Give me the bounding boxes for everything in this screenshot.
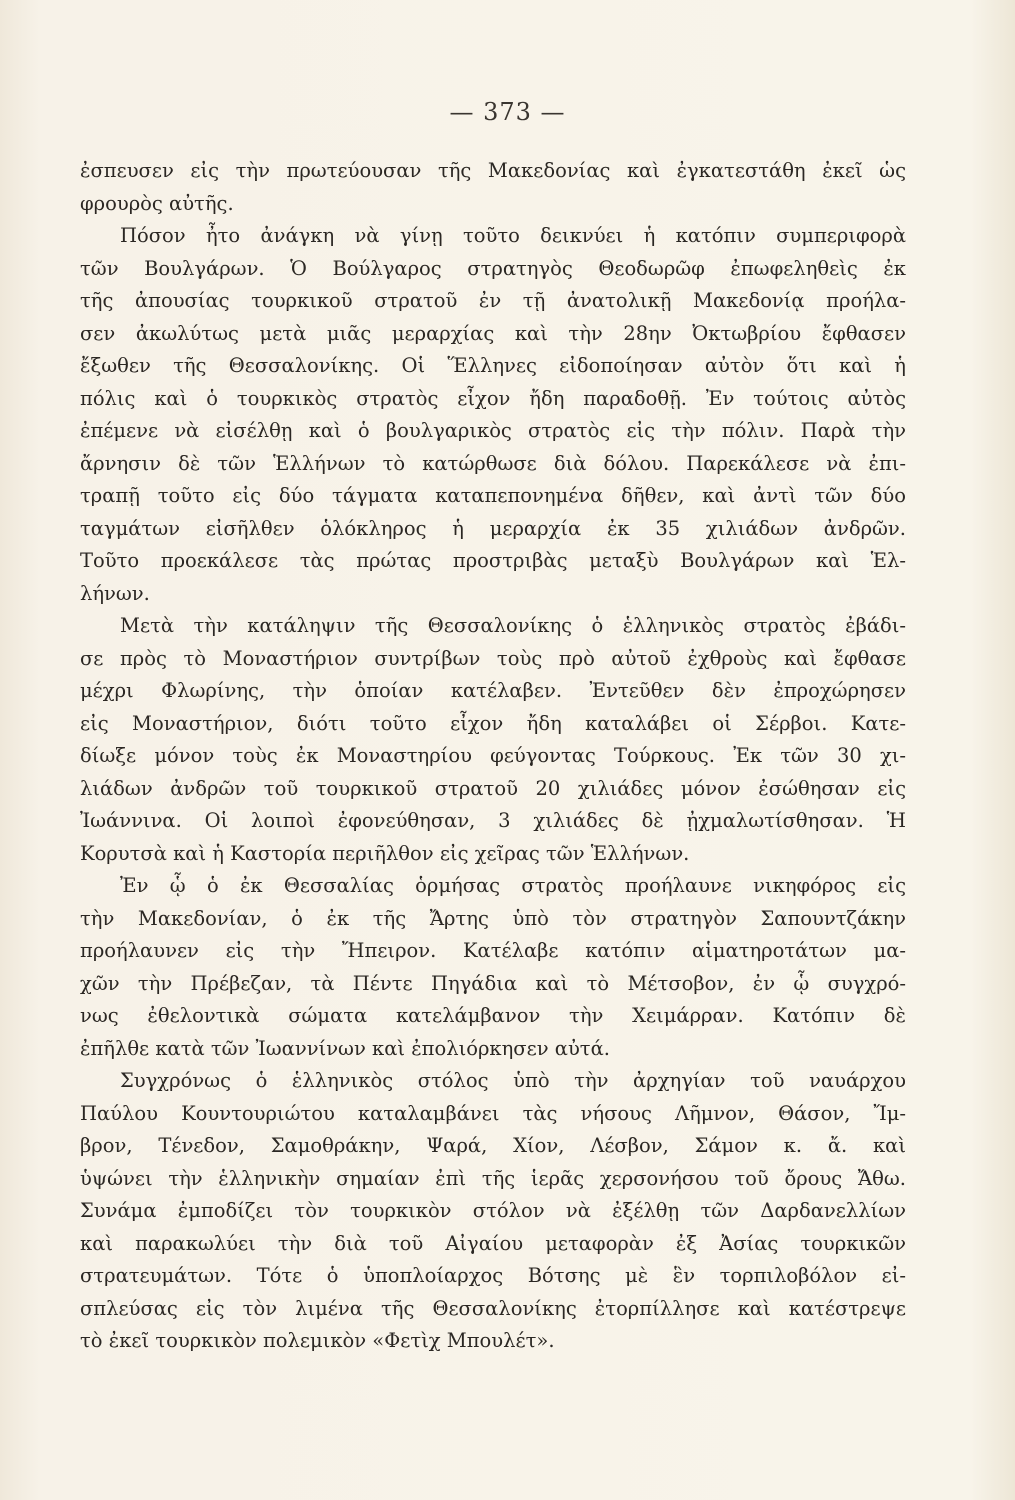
text-line: μέχρι Φλωρίνης, τὴν ὁποίαν κατέλαβεν. Ἐντεῦθεν δὲν ἐπροχώρησεν — [80, 679, 906, 702]
text-line: εἰς Μοναστήριον, διότι τοῦτο εἶχον ἤδη καταλάβει οἱ Σέρβοι. Κατε- — [80, 711, 906, 735]
text-line: Ἰωάννινα. Οἱ λοιποὶ ἐφονεύθησαν, 3 χιλιάδες δὲ ᾐχμαλωτίσθησαν. Ἡ — [80, 809, 906, 832]
text-line: τραπῇ τοῦτο εἰς δύο τάγματα καταπεπονημένα δῆθεν, καὶ ἀντὶ τῶν δύο — [80, 484, 906, 507]
text-line: σεν ἀκωλύτως μετὰ μιᾶς μεραρχίας καὶ τὴν 28ην Ὀκτωβρίου ἔφθασεν — [80, 321, 906, 345]
text-line: βρον, Τένεδον, Σαμοθράκην, Ψαρά, Χίον, Λέσβον, Σάμον κ. ἄ. καὶ — [80, 1134, 906, 1157]
text-line: Παύλου Κουντουριώτου καταλαμβάνει τὰς νήσους Λῆμνον, Θάσον, Ἴμ- — [80, 1101, 906, 1125]
text-line: ἐσπευσεν εἰς τὴν πρωτεύουσαν τῆς Μακεδονίας καὶ ἐγκατεστάθη ἐκεῖ ὡς — [80, 159, 906, 182]
text-line: Ἐν ᾧ ὁ ἐκ Θεσσαλίας ὁρμήσας στρατὸς προήλαυνε νικηφόρος εἰς — [120, 874, 906, 897]
text-line: Πόσον ἦτο ἀνάγκη νὰ γίνῃ τοῦτο δεικνύει ἡ κατόπιν συμπεριφορὰ — [120, 224, 906, 247]
text-line: σπλεύσας εἰς τὸν λιμένα τῆς Θεσσαλονίκης ἐτορπίλλησε καὶ κατέστρεψε — [80, 1296, 906, 1320]
text-line: λιάδων ἀνδρῶν τοῦ τουρκικοῦ στρατοῦ 20 χιλιάδες μόνον ἐσώθησαν εἰς — [80, 776, 906, 800]
text-line: ἐπέμενε νὰ εἰσέλθῃ καὶ ὁ βουλγαρικὸς στρατὸς εἰς τὴν πόλιν. Παρὰ τὴν — [80, 419, 906, 442]
page-number: — 373 — — [449, 98, 566, 126]
text-line: Συγχρόνως ὁ ἑλληνικὸς στόλος ὑπὸ τὴν ἀρχηγίαν τοῦ ναυάρχου — [120, 1069, 906, 1092]
text-line: σε πρὸς τὸ Μοναστήριον συντρίβων τοὺς πρὸ αὐτοῦ ἐχθροὺς καὶ ἔφθασε — [80, 646, 906, 670]
text-line: νως ἐθελοντικὰ σώματα κατελάμβανον τὴν Χειμάρραν. Κατόπιν δὲ — [80, 1004, 906, 1027]
body-text — [80, 155, 906, 1358]
text-line: προήλαυνεν εἰς τὴν Ἤπειρον. Κατέλαβε κατόπιν αἱματηροτάτων μα- — [80, 939, 906, 962]
text-line: δίωξε μόνον τοὺς ἐκ Μοναστηρίου φεύγοντας Τούρκους. Ἐκ τῶν 30 χι- — [80, 744, 906, 767]
text-line: λήνων. — [80, 581, 150, 605]
text-line: Μετὰ τὴν κατάληψιν τῆς Θεσσαλονίκης ὁ ἑλληνικὸς στρατὸς ἐβάδι- — [120, 614, 906, 637]
text-line: ἄρνησιν δὲ τῶν Ἑλλήνων τὸ κατώρθωσε διὰ δόλου. Παρεκάλεσε νὰ ἐπι- — [80, 451, 906, 475]
text-line: φρουρὸς αὐτῆς. — [80, 191, 234, 215]
text-line: καὶ παρακωλύει τὴν διὰ τοῦ Αἰγαίου μεταφορὰν ἐξ Ἀσίας τουρκικῶν — [80, 1231, 906, 1255]
text-line: τῆς ἀπουσίας τουρκικοῦ στρατοῦ ἐν τῇ ἀνατολικῇ Μακεδονίᾳ προήλα- — [80, 289, 906, 312]
text-line: ὑψώνει τὴν ἑλληνικὴν σημαίαν ἐπὶ τῆς ἱερᾶς χερσονήσου τοῦ ὄρους Ἄθω. — [80, 1166, 906, 1190]
text-line: χῶν τὴν Πρέβεζαν, τὰ Πέντε Πηγάδια καὶ τὸ Μέτσοβον, ἐν ᾧ συγχρό- — [80, 971, 906, 995]
text-line: τὸ ἐκεῖ τουρκικὸν πολεμικὸν «Φετὶχ Μπουλέτ». — [80, 1329, 555, 1352]
text-line: Συνάμα ἐμποδίζει τὸν τουρκικὸν στόλον νὰ ἐξέλθῃ τῶν Δαρδανελλίων — [80, 1199, 906, 1222]
text-line: Τοῦτο προεκάλεσε τὰς πρώτας προστριβὰς μεταξὺ Βουλγάρων καὶ Ἑλ- — [80, 549, 906, 572]
text-line: ἐπῆλθε κατὰ τῶν Ἰωαννίνων καὶ ἐπολιόρκησεν αὐτά. — [80, 1036, 610, 1060]
text-line: ταγμάτων εἰσῆλθεν ὁλόκληρος ἡ μεραρχία ἐκ 35 χιλιάδων ἀνδρῶν. — [80, 516, 906, 540]
text-line: ἔξωθεν τῆς Θεσσαλονίκης. Οἱ Ἕλληνες εἰδοποίησαν αὐτὸν ὅτι καὶ ἡ — [80, 354, 906, 377]
text-line: στρατευμάτων. Τότε ὁ ὑποπλοίαρχος Βότσης μὲ ἓν τορπιλοβόλον εἰ- — [80, 1264, 906, 1287]
text-line: πόλις καὶ ὁ τουρκικὸς στρατὸς εἶχον ἤδη παραδοθῇ. Ἐν τούτοις αὐτὸς — [80, 386, 906, 410]
text-line: Κορυτσὰ καὶ ἡ Καστορία περιῆλθον εἰς χεῖρας τῶν Ἑλλήνων. — [80, 841, 690, 865]
text-line: τὴν Μακεδονίαν, ὁ ἐκ τῆς Ἄρτης ὑπὸ τὸν στρατηγὸν Σαπουντζάκην — [80, 906, 906, 930]
text-line: τῶν Βουλγάρων. Ὁ Βούλγαρος στρατηγὸς Θεοδωρῶφ ἐπωφεληθεὶς ἐκ — [80, 256, 906, 280]
